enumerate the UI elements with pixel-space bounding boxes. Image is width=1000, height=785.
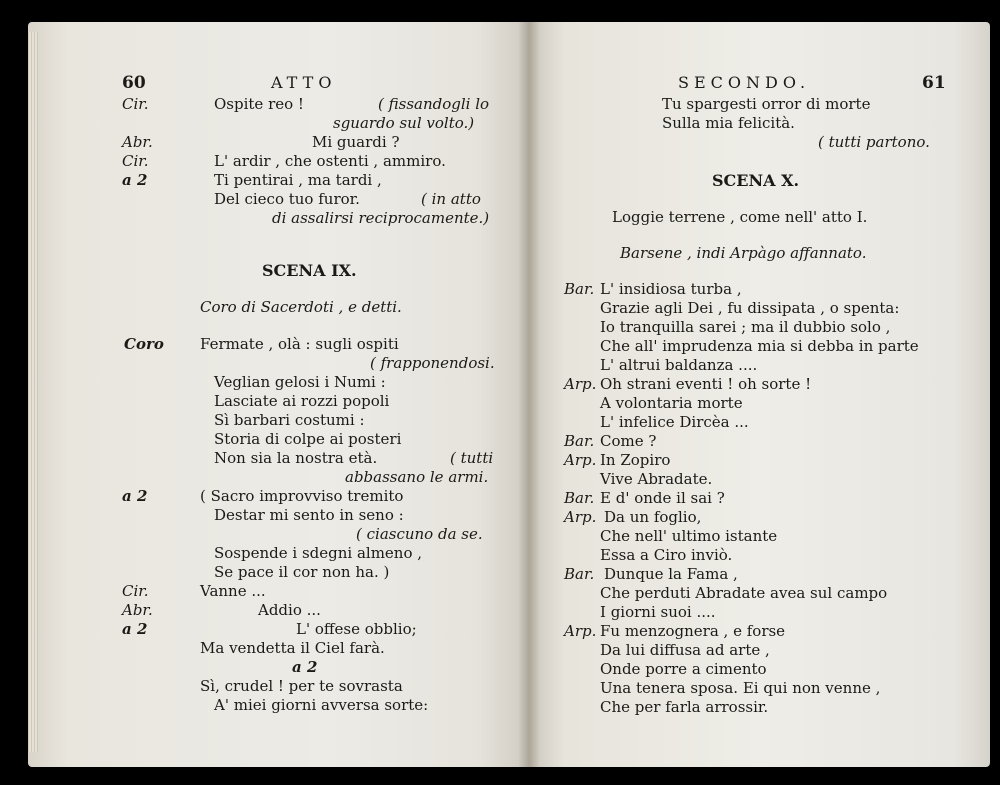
stage-direction: abbassano le armi. <box>345 468 489 486</box>
speaker-label: a 2 <box>122 171 148 189</box>
scene-title: SCENA IX. <box>262 261 357 280</box>
right-page-number: 61 <box>922 73 946 93</box>
book-gutter <box>518 22 540 767</box>
speaker-label: Cir. <box>122 95 149 113</box>
verse-line: Che nell' ultimo istante <box>600 527 778 545</box>
stage-direction: di assalirsi reciprocamente.) <box>272 209 490 227</box>
verse-line: Se pace il cor non ha. ) <box>214 563 390 581</box>
verse-line: Del cieco tuo furor. <box>214 190 360 208</box>
verse-line: Una tenera sposa. Ei qui non venne , <box>600 679 881 697</box>
stage-direction: ( in atto <box>421 190 481 208</box>
speaker-label: Arp. <box>564 375 597 393</box>
speaker-label: Arp. <box>564 451 597 469</box>
verse-line: Io tranquilla sarei ; ma il dubbio solo , <box>600 318 891 336</box>
stage-direction: ( frapponendosi. <box>370 354 495 372</box>
verse-line: Ospite reo ! <box>214 95 304 113</box>
verse-line: A' miei giorni avversa sorte: <box>214 696 429 714</box>
verse-line: Lasciate ai rozzi popoli <box>214 392 390 410</box>
verse-line: I giorni suoi .... <box>600 603 716 621</box>
verse-line: Mi guardi ? <box>312 133 400 151</box>
speaker-label: a 2 <box>122 620 148 638</box>
verse-line: Fu menzognera , e forse <box>600 622 786 640</box>
speaker-label: Bar. <box>564 489 595 507</box>
verse-line: Da lui diffusa ad arte , <box>600 641 770 659</box>
speaker-label: a 2 <box>292 658 318 676</box>
speaker-label: Arp. <box>564 622 597 640</box>
stage-direction: ( tutti <box>450 449 494 467</box>
verse-line: Destar mi sento in seno : <box>214 506 404 524</box>
speaker-label: Bar. <box>564 565 595 583</box>
speaker-label: a 2 <box>122 487 148 505</box>
stage-direction: sguardo sul volto.) <box>333 114 475 132</box>
stage-direction: ( ciascuno da se. <box>356 525 483 543</box>
scene-title: SCENA X. <box>712 171 800 190</box>
verse-line: Oh strani eventi ! oh sorte ! <box>600 375 812 393</box>
verse-line: Storia di colpe ai posteri <box>214 430 402 448</box>
verse-line: Vive Abradate. <box>600 470 713 488</box>
scene-characters: Barsene , indi Arpàgo affannato. <box>620 244 867 262</box>
verse-line: Da un foglio, <box>604 508 702 526</box>
verse-line: L' offese obblio; <box>296 620 417 638</box>
stage-direction: ( fissandogli lo <box>378 95 490 113</box>
verse-line: In Zopiro <box>600 451 671 469</box>
verse-line: Dunque la Fama , <box>604 565 738 583</box>
verse-line: Tu spargesti orror di morte <box>662 95 871 113</box>
scene-setting: Loggie terrene , come nell' atto I. <box>612 208 868 226</box>
speaker-label: Cir. <box>122 152 149 170</box>
verse-line: Che perduti Abradate avea sul campo <box>600 584 888 602</box>
verse-line: L' altrui baldanza .... <box>600 356 758 374</box>
verse-line: Essa a Ciro inviò. <box>600 546 733 564</box>
right-running-header: SECONDO. <box>678 73 811 92</box>
verse-line: L' ardir , che ostenti , ammiro. <box>214 152 446 170</box>
verse-line: E d' onde il sai ? <box>600 489 725 507</box>
verse-line: Onde porre a cimento <box>600 660 767 678</box>
speaker-label: Arp. <box>564 508 597 526</box>
verse-line: L' infelice Dircèa ... <box>600 413 749 431</box>
verse-line: Che all' imprudenza mia si debba in parte <box>600 337 919 355</box>
verse-line: L' insidiosa turba , <box>600 280 742 298</box>
speaker-label: Bar. <box>564 432 595 450</box>
verse-line: Sì barbari costumi : <box>214 411 365 429</box>
speaker-label: Cir. <box>122 582 149 600</box>
scene-subtitle: Coro di Sacerdoti , e detti. <box>200 298 402 316</box>
speaker-label: Abr. <box>122 601 153 619</box>
verse-line: Fermate , olà : sugli ospiti <box>200 335 399 353</box>
verse-line: Sulla mia felicità. <box>662 114 795 132</box>
verse-line: Che per farla arrossir. <box>600 698 769 716</box>
verse-line: A volontaria morte <box>600 394 743 412</box>
verse-line: Sospende i sdegni almeno , <box>214 544 423 562</box>
verse-line: Veglian gelosi i Numi : <box>214 373 386 391</box>
verse-line: Addio ... <box>258 601 321 619</box>
left-page-number: 60 <box>122 73 146 93</box>
verse-line: Come ? <box>600 432 657 450</box>
verse-line: Vanne ... <box>200 582 266 600</box>
speaker-label: Abr. <box>122 133 153 151</box>
verse-line: Ma vendetta il Ciel farà. <box>200 639 385 657</box>
verse-line: Sì, crudel ! per te sovrasta <box>200 677 403 695</box>
speaker-label: Bar. <box>564 280 595 298</box>
verse-line: ( Sacro improvviso tremito <box>200 487 404 505</box>
speaker-label: Coro <box>124 335 164 353</box>
left-running-header: ATTO <box>271 73 337 92</box>
page-edges <box>28 32 38 752</box>
verse-line: Grazie agli Dei , fu dissipata , o spenta: <box>600 299 900 317</box>
verse-line: Non sia la nostra età. <box>214 449 378 467</box>
verse-line: Ti pentirai , ma tardi , <box>214 171 382 189</box>
stage-direction: ( tutti partono. <box>818 133 930 151</box>
